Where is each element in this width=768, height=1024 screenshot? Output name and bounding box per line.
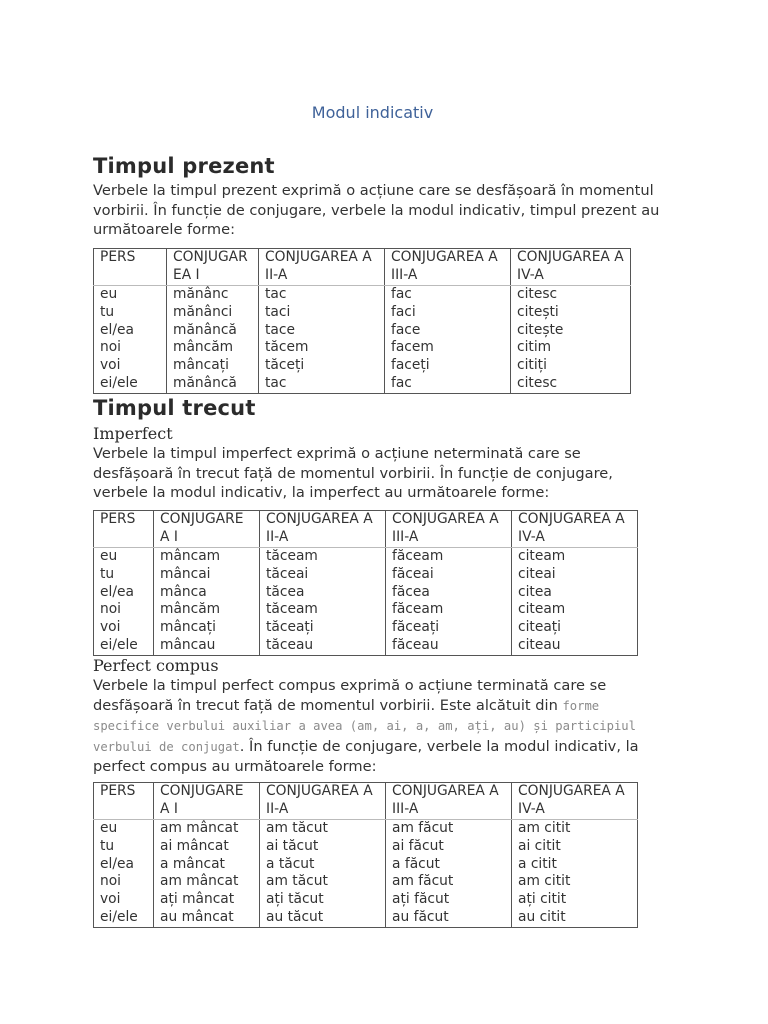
heading-perfect-compus: Perfect compus <box>93 656 219 675</box>
cell-value: tăceam <box>266 548 318 564</box>
cell-value: noi <box>100 873 122 890</box>
cell-value: am mâncat <box>160 820 239 836</box>
cell-value: eu <box>100 820 118 836</box>
cell-value: mânca <box>160 583 207 600</box>
cell-value: tăceați <box>266 619 314 636</box>
cell-value: noi <box>100 339 122 356</box>
cell-value: am făcut <box>392 873 454 890</box>
header-cell: CONJUGAREA A III-A <box>385 249 511 286</box>
heading-imperfect: Imperfect <box>93 424 173 443</box>
cell-value: face <box>391 321 421 338</box>
cell-value: el/ea <box>100 583 134 600</box>
cell-value: fac <box>391 374 412 391</box>
header-cell: CONJUGAREA A IV-A <box>512 511 638 548</box>
cell-value: ați tăcut <box>266 891 324 908</box>
table-header-row <box>94 511 638 548</box>
cell-value: am citit <box>518 873 571 890</box>
cell-value: faci <box>391 303 416 320</box>
cell-value: tu <box>100 837 115 854</box>
paragraph-text: Verbele la timpul perfect compus exprimă o acțiune terminată care se desfășoară în trecut față de momentul vorbirii. Este alcătuit din <box>93 677 607 714</box>
table-cell <box>94 820 154 928</box>
table-imperfect <box>93 510 638 656</box>
cell-value: am tăcut <box>266 873 328 890</box>
heading-timpul-trecut: Timpul trecut <box>93 396 256 420</box>
cell-value: mâncăm <box>160 601 221 618</box>
cell-value: tu <box>100 303 115 320</box>
cell-value: am făcut <box>392 820 454 836</box>
header-cell: CONJUGAREA A IV-A <box>512 783 638 820</box>
cell-value: făceam <box>392 548 444 564</box>
cell-value: ați citit <box>518 891 567 908</box>
table-cell <box>94 286 167 394</box>
cell-value: el/ea <box>100 855 134 872</box>
cell-value: noi <box>100 601 122 618</box>
cell-value: tăcem <box>265 339 309 356</box>
cell-value: tace <box>265 321 295 338</box>
table-cell <box>260 820 386 928</box>
cell-value: tac <box>265 286 287 302</box>
header-cell: CONJUGAREA I <box>154 783 260 820</box>
table-row <box>94 548 638 656</box>
cell-value: a tăcut <box>266 855 315 872</box>
table-cell <box>511 286 631 394</box>
paragraph-perfect-compus <box>93 676 668 777</box>
cell-value: ați făcut <box>392 891 450 908</box>
cell-value: am mâncat <box>160 873 239 890</box>
header-cell: CONJUGAREA A III-A <box>386 783 512 820</box>
paragraph-text: . În funcție de conjugare, verbele la modul indicativ, la perfect compus au următoarele forme: <box>93 737 639 775</box>
cell-value: făceam <box>392 601 444 618</box>
cell-value: mâncăm <box>173 339 234 356</box>
cell-value: citeați <box>518 619 562 636</box>
header-cell: CONJUGAREA I <box>167 249 259 286</box>
table-perfect-compus <box>93 782 638 928</box>
table-cell <box>154 548 260 656</box>
cell-value: el/ea <box>100 321 134 338</box>
table-header-row <box>94 249 631 286</box>
cell-value: citeam <box>518 548 566 564</box>
cell-value: tăceai <box>266 565 309 582</box>
table-cell <box>385 286 511 394</box>
header-cell: PERS <box>94 783 154 820</box>
header-cell: CONJUGAREA I <box>154 511 260 548</box>
cell-value: am tăcut <box>266 820 328 836</box>
cell-value: mănâncă <box>173 374 237 391</box>
cell-value: făcea <box>392 583 430 600</box>
cell-value: făceați <box>392 619 440 636</box>
cell-value: tu <box>100 565 115 582</box>
cell-value: ai tăcut <box>266 837 319 854</box>
cell-value: citesc <box>517 286 558 302</box>
paragraph-prezent: Verbele la timpul prezent exprimă o acțiune care se desfășoară în momentul vorbirii. În funcție de conjugare, verbele la modul indicativ, timpul prezent au următoarele forme: <box>93 182 660 238</box>
cell-value: mănânc <box>173 286 229 302</box>
cell-value: citeau <box>518 636 561 653</box>
table-cell <box>386 820 512 928</box>
cell-value: făceai <box>392 565 434 582</box>
cell-value: mănânci <box>173 303 233 320</box>
table-cell <box>512 820 638 928</box>
cell-value: eu <box>100 548 118 564</box>
table-header-row <box>94 783 638 820</box>
table-cell <box>386 548 512 656</box>
cell-value: voi <box>100 891 121 908</box>
cell-value: taci <box>265 303 291 320</box>
cell-value: citesc <box>517 374 558 391</box>
table-cell <box>94 548 154 656</box>
cell-value: am citit <box>518 820 571 836</box>
cell-value: ai citit <box>518 837 561 854</box>
table-cell <box>260 548 386 656</box>
table-row <box>94 820 638 928</box>
cell-value: facem <box>391 339 434 356</box>
cell-value: tăceau <box>266 636 314 653</box>
cell-value: ai mâncat <box>160 837 229 854</box>
cell-value: voi <box>100 619 121 636</box>
cell-value: au mâncat <box>160 908 234 925</box>
cell-value: voi <box>100 357 121 374</box>
cell-value: a făcut <box>392 855 440 872</box>
header-cell: CONJUGAREA A II-A <box>259 249 385 286</box>
table-cell <box>259 286 385 394</box>
paragraph-imperfect: Verbele la timpul imperfect exprimă o acțiune neterminată care se desfășoară în trecut față de momentul vorbirii. În funcție de conjugare, verbele la modul indicativ, la imperfect au următoarele forme: <box>93 445 613 501</box>
document-title: Modul indicativ <box>311 103 434 122</box>
cell-value: mănâncă <box>173 321 237 338</box>
cell-value: a mâncat <box>160 855 225 872</box>
table-row <box>94 286 631 394</box>
cell-value: mâncam <box>160 548 221 564</box>
table-cell <box>167 286 259 394</box>
header-cell: CONJUGAREA A II-A <box>260 511 386 548</box>
table-cell <box>512 548 638 656</box>
cell-value: au citit <box>518 908 566 925</box>
header-cell: CONJUGAREA A III-A <box>386 511 512 548</box>
cell-value: citeam <box>518 601 566 618</box>
cell-value: ei/ele <box>100 908 138 925</box>
cell-value: eu <box>100 286 118 302</box>
cell-value: ai făcut <box>392 837 444 854</box>
cell-value: citim <box>517 339 552 356</box>
cell-value: ați mâncat <box>160 891 235 908</box>
cell-value: tac <box>265 374 287 391</box>
cell-value: făceau <box>392 636 439 653</box>
cell-value: mâncai <box>160 565 211 582</box>
header-cell: PERS <box>94 249 167 286</box>
cell-value: a citit <box>518 855 557 872</box>
cell-value: tăcea <box>266 583 305 600</box>
cell-value: citeai <box>518 565 556 582</box>
header-cell: PERS <box>94 511 154 548</box>
cell-value: citea <box>518 583 552 600</box>
table-prezent <box>93 248 631 394</box>
cell-value: tăceam <box>266 601 318 618</box>
cell-value: citiți <box>517 357 547 374</box>
header-cell: CONJUGAREA A II-A <box>260 783 386 820</box>
cell-value: ei/ele <box>100 636 138 653</box>
cell-value: au tăcut <box>266 908 324 925</box>
heading-timpul-prezent: Timpul prezent <box>93 154 275 178</box>
header-cell: CONJUGAREA A IV-A <box>511 249 631 286</box>
cell-value: tăceți <box>265 357 305 374</box>
table-cell <box>154 820 260 928</box>
cell-value: mâncați <box>160 619 216 636</box>
cell-value: citești <box>517 303 559 320</box>
cell-value: au făcut <box>392 908 449 925</box>
cell-value: mâncați <box>173 357 229 374</box>
cell-value: citește <box>517 321 564 338</box>
cell-value: mâncau <box>160 636 216 653</box>
cell-value: fac <box>391 286 412 302</box>
cell-value: ei/ele <box>100 374 138 391</box>
cell-value: faceți <box>391 357 430 374</box>
paragraph-code-text: forme specifice verbului auxiliar a avea (am, ai, a, am, ați, au) și participiul verbului de conjugat <box>93 698 636 754</box>
